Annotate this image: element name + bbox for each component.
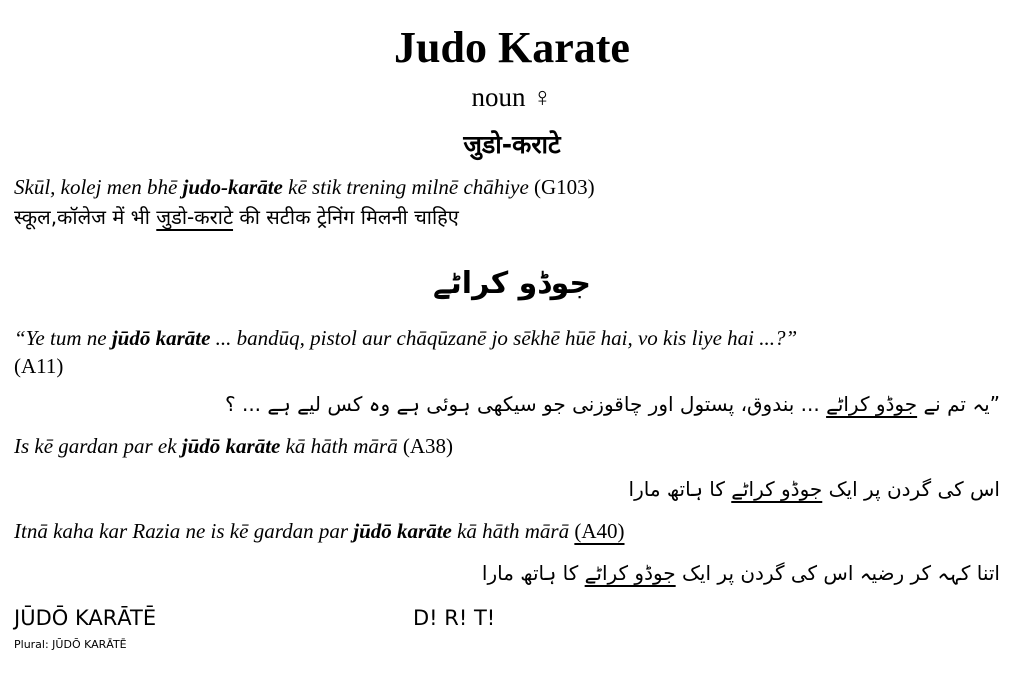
- example-text: kā hāth mārā: [451, 519, 570, 543]
- example-text: kā hāth mārā: [280, 434, 398, 458]
- hindi-headword: जुडो-कराटे: [463, 130, 561, 159]
- example-4-urdu: [482, 561, 1000, 585]
- example-keyword: جوڈو کراٹے: [731, 477, 823, 501]
- example-text: ... بندوق، پستول اور چاقوزنی جو سیکھی ہوئی ہے وہ کس لیے ہے ... ؟: [224, 392, 827, 416]
- example-1-hindi: [14, 203, 459, 230]
- example-text: “Ye tum ne: [14, 326, 112, 350]
- example-text: ... bandūq, pistol aur chāqūzanē jo sēkhē hūē hai, vo kis liye hai ...?”: [210, 326, 798, 350]
- example-keyword: जुडो-कराटे: [156, 205, 234, 229]
- example-keyword: jūdō karāte: [111, 326, 211, 350]
- example-text: کا ہاتھ مارا: [628, 477, 732, 501]
- example-text: kē stik trening milnē chāhiye: [282, 175, 529, 199]
- example-text: Skūl, kolej men bhē: [14, 175, 183, 199]
- example-3-urdu: [629, 477, 1000, 501]
- example-keyword: jūdō karāte: [353, 519, 452, 543]
- example-keyword: judo-karāte: [182, 175, 283, 199]
- example-text: ”یہ تم نے: [917, 392, 1000, 416]
- example-reference: (A40): [574, 519, 625, 543]
- example-text: اتنا کہہ کر رضیہ اس کی گردن پر ایک: [675, 561, 1000, 585]
- example-text: की सटीक ट्रेनिंग मिलनी चाहिए: [233, 205, 459, 229]
- example-reference: (A11): [14, 354, 64, 378]
- example-2-urdu: [225, 392, 1000, 416]
- plural-form: Plural: JŪDŌ KARĀTĒ: [14, 638, 127, 651]
- part-of-speech: noun ♀: [471, 82, 553, 112]
- example-reference: (G103): [534, 175, 595, 199]
- example-text: Itnā kaha kar Razia ne is kē gardan par: [14, 519, 354, 543]
- example-keyword: جوڈو کراٹے: [584, 561, 676, 585]
- footer-headword: JŪDŌ KARĀTĒ: [14, 606, 157, 630]
- example-3-transliteration: [14, 434, 453, 459]
- example-4-transliteration: [14, 519, 625, 544]
- grammar-code: D! R! T!: [413, 606, 496, 630]
- example-keyword: جوڈو کراٹے: [826, 392, 918, 416]
- entry-title: Judo Karate: [394, 23, 630, 72]
- example-1-transliteration: [14, 175, 595, 200]
- example-text: Is kē gardan par ek: [14, 434, 182, 458]
- example-reference: (A38): [402, 434, 454, 458]
- example-text: स्कूल,कॉलेज में भी: [14, 205, 157, 229]
- example-2-transliteration: [14, 324, 1010, 380]
- example-keyword: jūdō karāte: [181, 434, 281, 458]
- example-text: کا ہاتھ مارا: [481, 561, 585, 585]
- example-text: اس کی گردن پر ایک: [822, 477, 1000, 501]
- urdu-headword: جوڈو کراٹے: [432, 266, 592, 301]
